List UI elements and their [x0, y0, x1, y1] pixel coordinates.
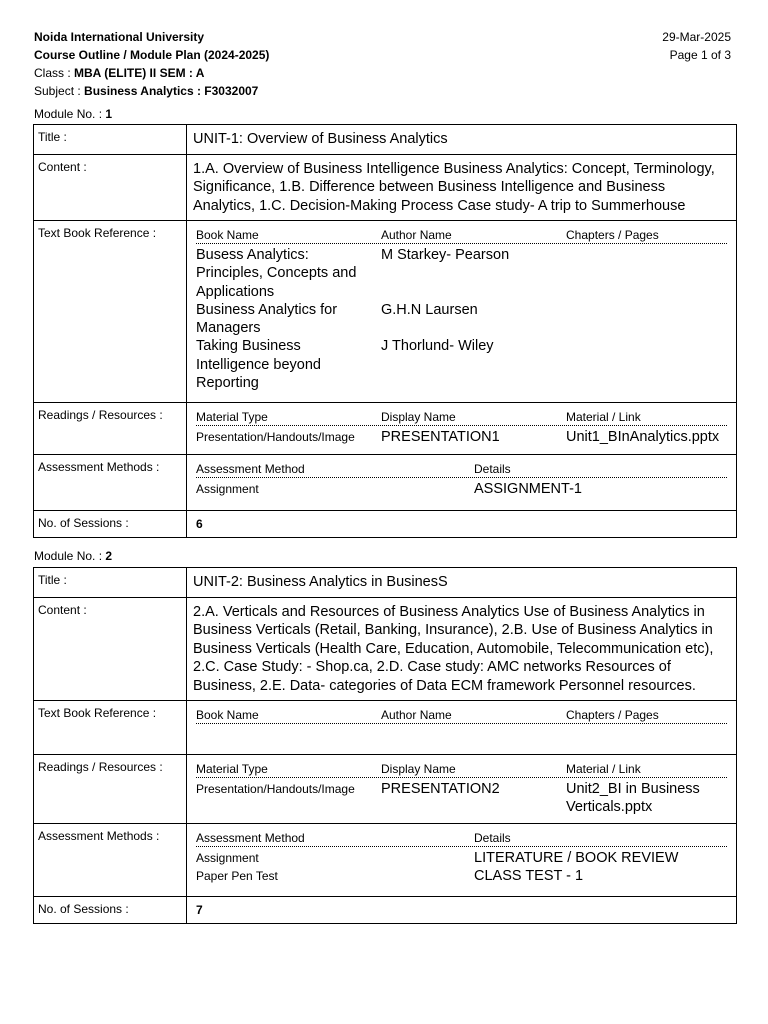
- title-row: [34, 568, 737, 598]
- readings-row: [34, 755, 737, 824]
- textbook-label: Text Book Reference :: [34, 701, 187, 755]
- subject-line: Subject : Business Analytics : F3032007: [34, 84, 259, 98]
- assessment-item: Paper Pen Test CLASS TEST - 1: [196, 868, 584, 885]
- textbook-row: [34, 701, 737, 755]
- module-content: 1.A. Overview of Business Intelligence Business Analytics: Concept, Terminology, Significance, 1.B. Difference between Business Intelligence and Business Analytics, 1.C. Decision-Making Process Case study- A trip to Summerhouse: [193, 160, 715, 214]
- book-row: Taking Business Intelligence beyond Reporting J Thorlund- Wiley: [196, 338, 494, 392]
- material-link[interactable]: Unit2_BI in Business Verticals.pptx: [566, 781, 700, 816]
- book-row: Busess Analytics: Principles, Concepts and Applications M Starkey- Pearson: [196, 247, 510, 300]
- assessment-row: [34, 824, 737, 897]
- sessions-count: 6: [196, 517, 203, 531]
- material-link[interactable]: Unit1_BInAnalytics.pptx: [566, 429, 720, 445]
- title-row: [34, 125, 737, 155]
- module-title: UNIT-2: Business Analytics in BusinesS: [193, 574, 448, 590]
- outline-title: Course Outline / Module Plan (2024-2025): [34, 48, 270, 62]
- sessions-count: 7: [196, 903, 203, 917]
- book-row: Business Analytics for Managers G.H.N Laursen: [196, 301, 478, 337]
- sessions-row: [34, 511, 737, 538]
- subject-value: Business Analytics : F3032007: [84, 84, 259, 98]
- content-label: Content :: [34, 154, 187, 221]
- class-value: MBA (ELITE) II SEM : A: [74, 66, 205, 80]
- textbook-header: Book Name Author Name Chapters / Pages: [196, 708, 727, 724]
- textbook-table: [187, 221, 736, 394]
- readings-row: [34, 403, 737, 455]
- module-table: [33, 567, 737, 924]
- module-number-label: Module No. : 2: [34, 549, 113, 563]
- sessions-label: No. of Sessions :: [34, 511, 187, 538]
- page-number: Page 1 of 3: [669, 48, 731, 62]
- document-header: [34, 28, 269, 100]
- header-meta: [662, 28, 731, 64]
- module-table: [33, 124, 737, 538]
- textbook-table: [187, 701, 736, 726]
- readings-label: Readings / Resources :: [34, 403, 187, 455]
- module-title: UNIT-1: Overview of Business Analytics: [193, 131, 448, 147]
- assessment-table: Assessment Method Details Assignment LITERATURE / BOOK REVIEW Paper Pen Test CLASS TEST - 1: [187, 824, 736, 888]
- readings-table: Material Type Display Name Material / Link Presentation/Handouts/Image PRESENTATION1 Unit1_BInAnalytics.pptx: [187, 403, 736, 448]
- sessions-row: [34, 897, 737, 924]
- assessment-row: [34, 455, 737, 511]
- title-label: Title :: [34, 568, 187, 598]
- textbook-header: Book Name Author Name Chapters / Pages: [196, 228, 727, 244]
- assessment-item: Assignment LITERATURE / BOOK REVIEW: [196, 850, 679, 866]
- readings-table: Material Type Display Name Material / Link Presentation/Handouts/Image PRESENTATION2 Unit2_BI in Business Verticals.pptx: [187, 755, 736, 819]
- content-label: Content :: [34, 597, 187, 701]
- assessment-label: Assessment Methods :: [34, 824, 187, 897]
- assessment-item: Assignment ASSIGNMENT-1: [196, 481, 582, 497]
- assessment-label: Assessment Methods :: [34, 455, 187, 511]
- content-row: [34, 154, 737, 221]
- module-content: 2.A. Verticals and Resources of Business Analytics Use of Business Analytics in Business Verticals (Retail, Banking, Insurance), 2.B. Use of Business Analytics in Business Verticals (Health Care, Education, Automobile, Telecommunication etc), 2.C. Case Study: - Shop.ca, 2.D. Case study: AMC networks Resources of Business, 2.E. Data- categories of Data ECM framework Personnel resources.: [193, 603, 714, 694]
- university-name: Noida International University: [34, 30, 205, 44]
- title-label: Title :: [34, 125, 187, 155]
- textbook-label: Text Book Reference :: [34, 221, 187, 403]
- readings-label: Readings / Resources :: [34, 755, 187, 824]
- reading-row: Presentation/Handouts/Image PRESENTATION2 Unit2_BI in Business Verticals.pptx: [196, 781, 700, 816]
- textbook-row: [34, 221, 737, 403]
- sessions-label: No. of Sessions :: [34, 897, 187, 924]
- assessment-table: Assessment Method Details Assignment ASSIGNMENT-1: [187, 455, 736, 500]
- class-line: Class : MBA (ELITE) II SEM : A: [34, 66, 205, 80]
- reading-row: Presentation/Handouts/Image PRESENTATION1 Unit1_BInAnalytics.pptx: [196, 429, 720, 445]
- content-row: [34, 597, 737, 701]
- print-date: 29-Mar-2025: [662, 30, 731, 44]
- module-number-label: Module No. : 1: [34, 107, 113, 121]
